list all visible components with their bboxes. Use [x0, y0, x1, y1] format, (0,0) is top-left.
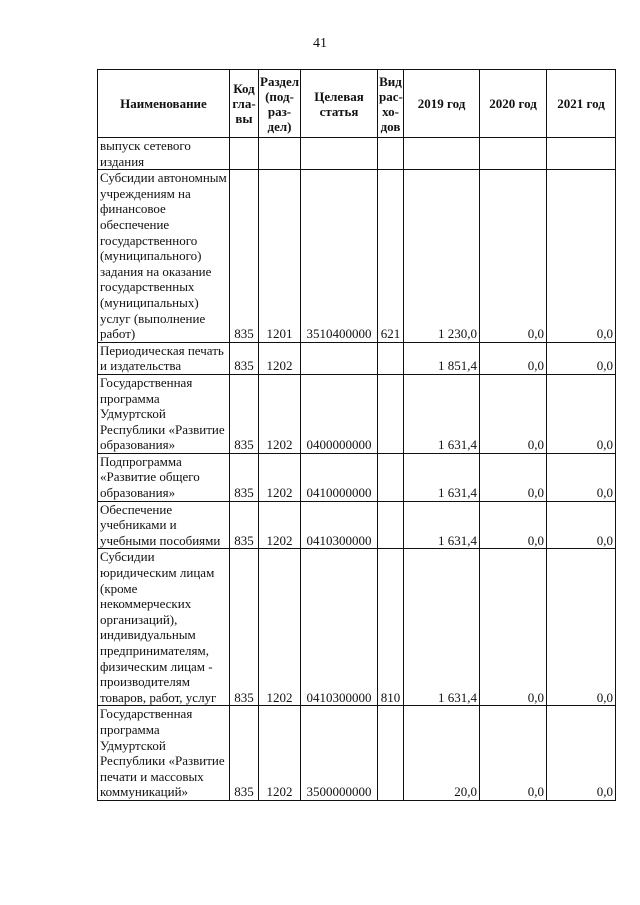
table-row: [98, 549, 616, 706]
cell-name: Обеспечение учебниками и учебными пособиями: [98, 501, 230, 549]
cell-2021: [547, 138, 616, 170]
cell-2020: 0,0: [480, 706, 547, 801]
cell-2020: 0,0: [480, 549, 547, 706]
cell-2021: 0,0: [547, 706, 616, 801]
cell-kind: [378, 342, 404, 374]
cell-name: Субсидии юридическим лицам (кроме некоммерческих организаций), индивидуальным предпринимателям, физическим лицам - производителям товаров, работ, услуг: [98, 549, 230, 706]
cell-2021: 0,0: [547, 170, 616, 343]
cell-section: 1202: [259, 342, 301, 374]
table-row: [98, 342, 616, 374]
cell-kind: [378, 138, 404, 170]
cell-code: 835: [230, 706, 259, 801]
cell-2019: 20,0: [404, 706, 480, 801]
budget-table: [97, 69, 616, 801]
cell-kind: [378, 453, 404, 501]
cell-section: 1201: [259, 170, 301, 343]
cell-2020: 0,0: [480, 374, 547, 453]
cell-target: [301, 138, 378, 170]
table-row: [98, 374, 616, 453]
cell-2021: 0,0: [547, 342, 616, 374]
header-section: Раздел (под- раз- дел): [259, 70, 301, 138]
cell-2020: 0,0: [480, 453, 547, 501]
cell-target: 3510400000: [301, 170, 378, 343]
cell-code: 835: [230, 170, 259, 343]
cell-name: Субсидии автономным учреждениям на финансовое обеспечение государственного (муниципального) задания на оказание государственных (муниципальных) услуг (выполнение работ): [98, 170, 230, 343]
cell-2019: 1 230,0: [404, 170, 480, 343]
cell-code: 835: [230, 501, 259, 549]
header-code: Код гла- вы: [230, 70, 259, 138]
table-row: [98, 706, 616, 801]
cell-section: 1202: [259, 501, 301, 549]
cell-2020: 0,0: [480, 170, 547, 343]
cell-name: Периодическая печать и издательства: [98, 342, 230, 374]
cell-target: 0410300000: [301, 549, 378, 706]
cell-target: 0410300000: [301, 501, 378, 549]
cell-code: 835: [230, 374, 259, 453]
cell-2019: 1 631,4: [404, 374, 480, 453]
cell-target: 0400000000: [301, 374, 378, 453]
cell-section: 1202: [259, 374, 301, 453]
header-kind: Вид рас- хо- дов: [378, 70, 404, 138]
cell-target: 0410000000: [301, 453, 378, 501]
cell-section: 1202: [259, 453, 301, 501]
cell-2019: 1 851,4: [404, 342, 480, 374]
header-2021: 2021 год: [547, 70, 616, 138]
table-header-row: [98, 70, 616, 138]
cell-2021: 0,0: [547, 374, 616, 453]
cell-2019: [404, 138, 480, 170]
cell-2019: 1 631,4: [404, 501, 480, 549]
cell-section: 1202: [259, 549, 301, 706]
header-2020: 2020 год: [480, 70, 547, 138]
cell-kind: [378, 374, 404, 453]
page-number: 41: [313, 36, 327, 51]
header-2019: 2019 год: [404, 70, 480, 138]
cell-name: Государственная программа Удмуртской Республики «Развитие образования»: [98, 374, 230, 453]
cell-2021: 0,0: [547, 453, 616, 501]
cell-target: [301, 342, 378, 374]
cell-name: Государственная программа Удмуртской Республики «Развитие печати и массовых коммуникаций»: [98, 706, 230, 801]
cell-2020: 0,0: [480, 501, 547, 549]
table-row: [98, 138, 616, 170]
cell-kind: 810: [378, 549, 404, 706]
table-row: [98, 453, 616, 501]
cell-code: [230, 138, 259, 170]
cell-2019: 1 631,4: [404, 453, 480, 501]
cell-section: 1202: [259, 706, 301, 801]
cell-name: Подпрограмма «Развитие общего образования»: [98, 453, 230, 501]
table-row: [98, 170, 616, 343]
cell-kind: [378, 706, 404, 801]
cell-name: выпуск сетевого издания: [98, 138, 230, 170]
cell-code: 835: [230, 549, 259, 706]
header-name: Наименование: [98, 70, 230, 138]
table-row: [98, 501, 616, 549]
cell-kind: [378, 501, 404, 549]
cell-2020: [480, 138, 547, 170]
cell-2019: 1 631,4: [404, 549, 480, 706]
cell-kind: 621: [378, 170, 404, 343]
cell-2021: 0,0: [547, 549, 616, 706]
cell-2020: 0,0: [480, 342, 547, 374]
cell-code: 835: [230, 453, 259, 501]
cell-target: 3500000000: [301, 706, 378, 801]
header-target: Целевая статья: [301, 70, 378, 138]
cell-code: 835: [230, 342, 259, 374]
cell-2021: 0,0: [547, 501, 616, 549]
cell-section: [259, 138, 301, 170]
